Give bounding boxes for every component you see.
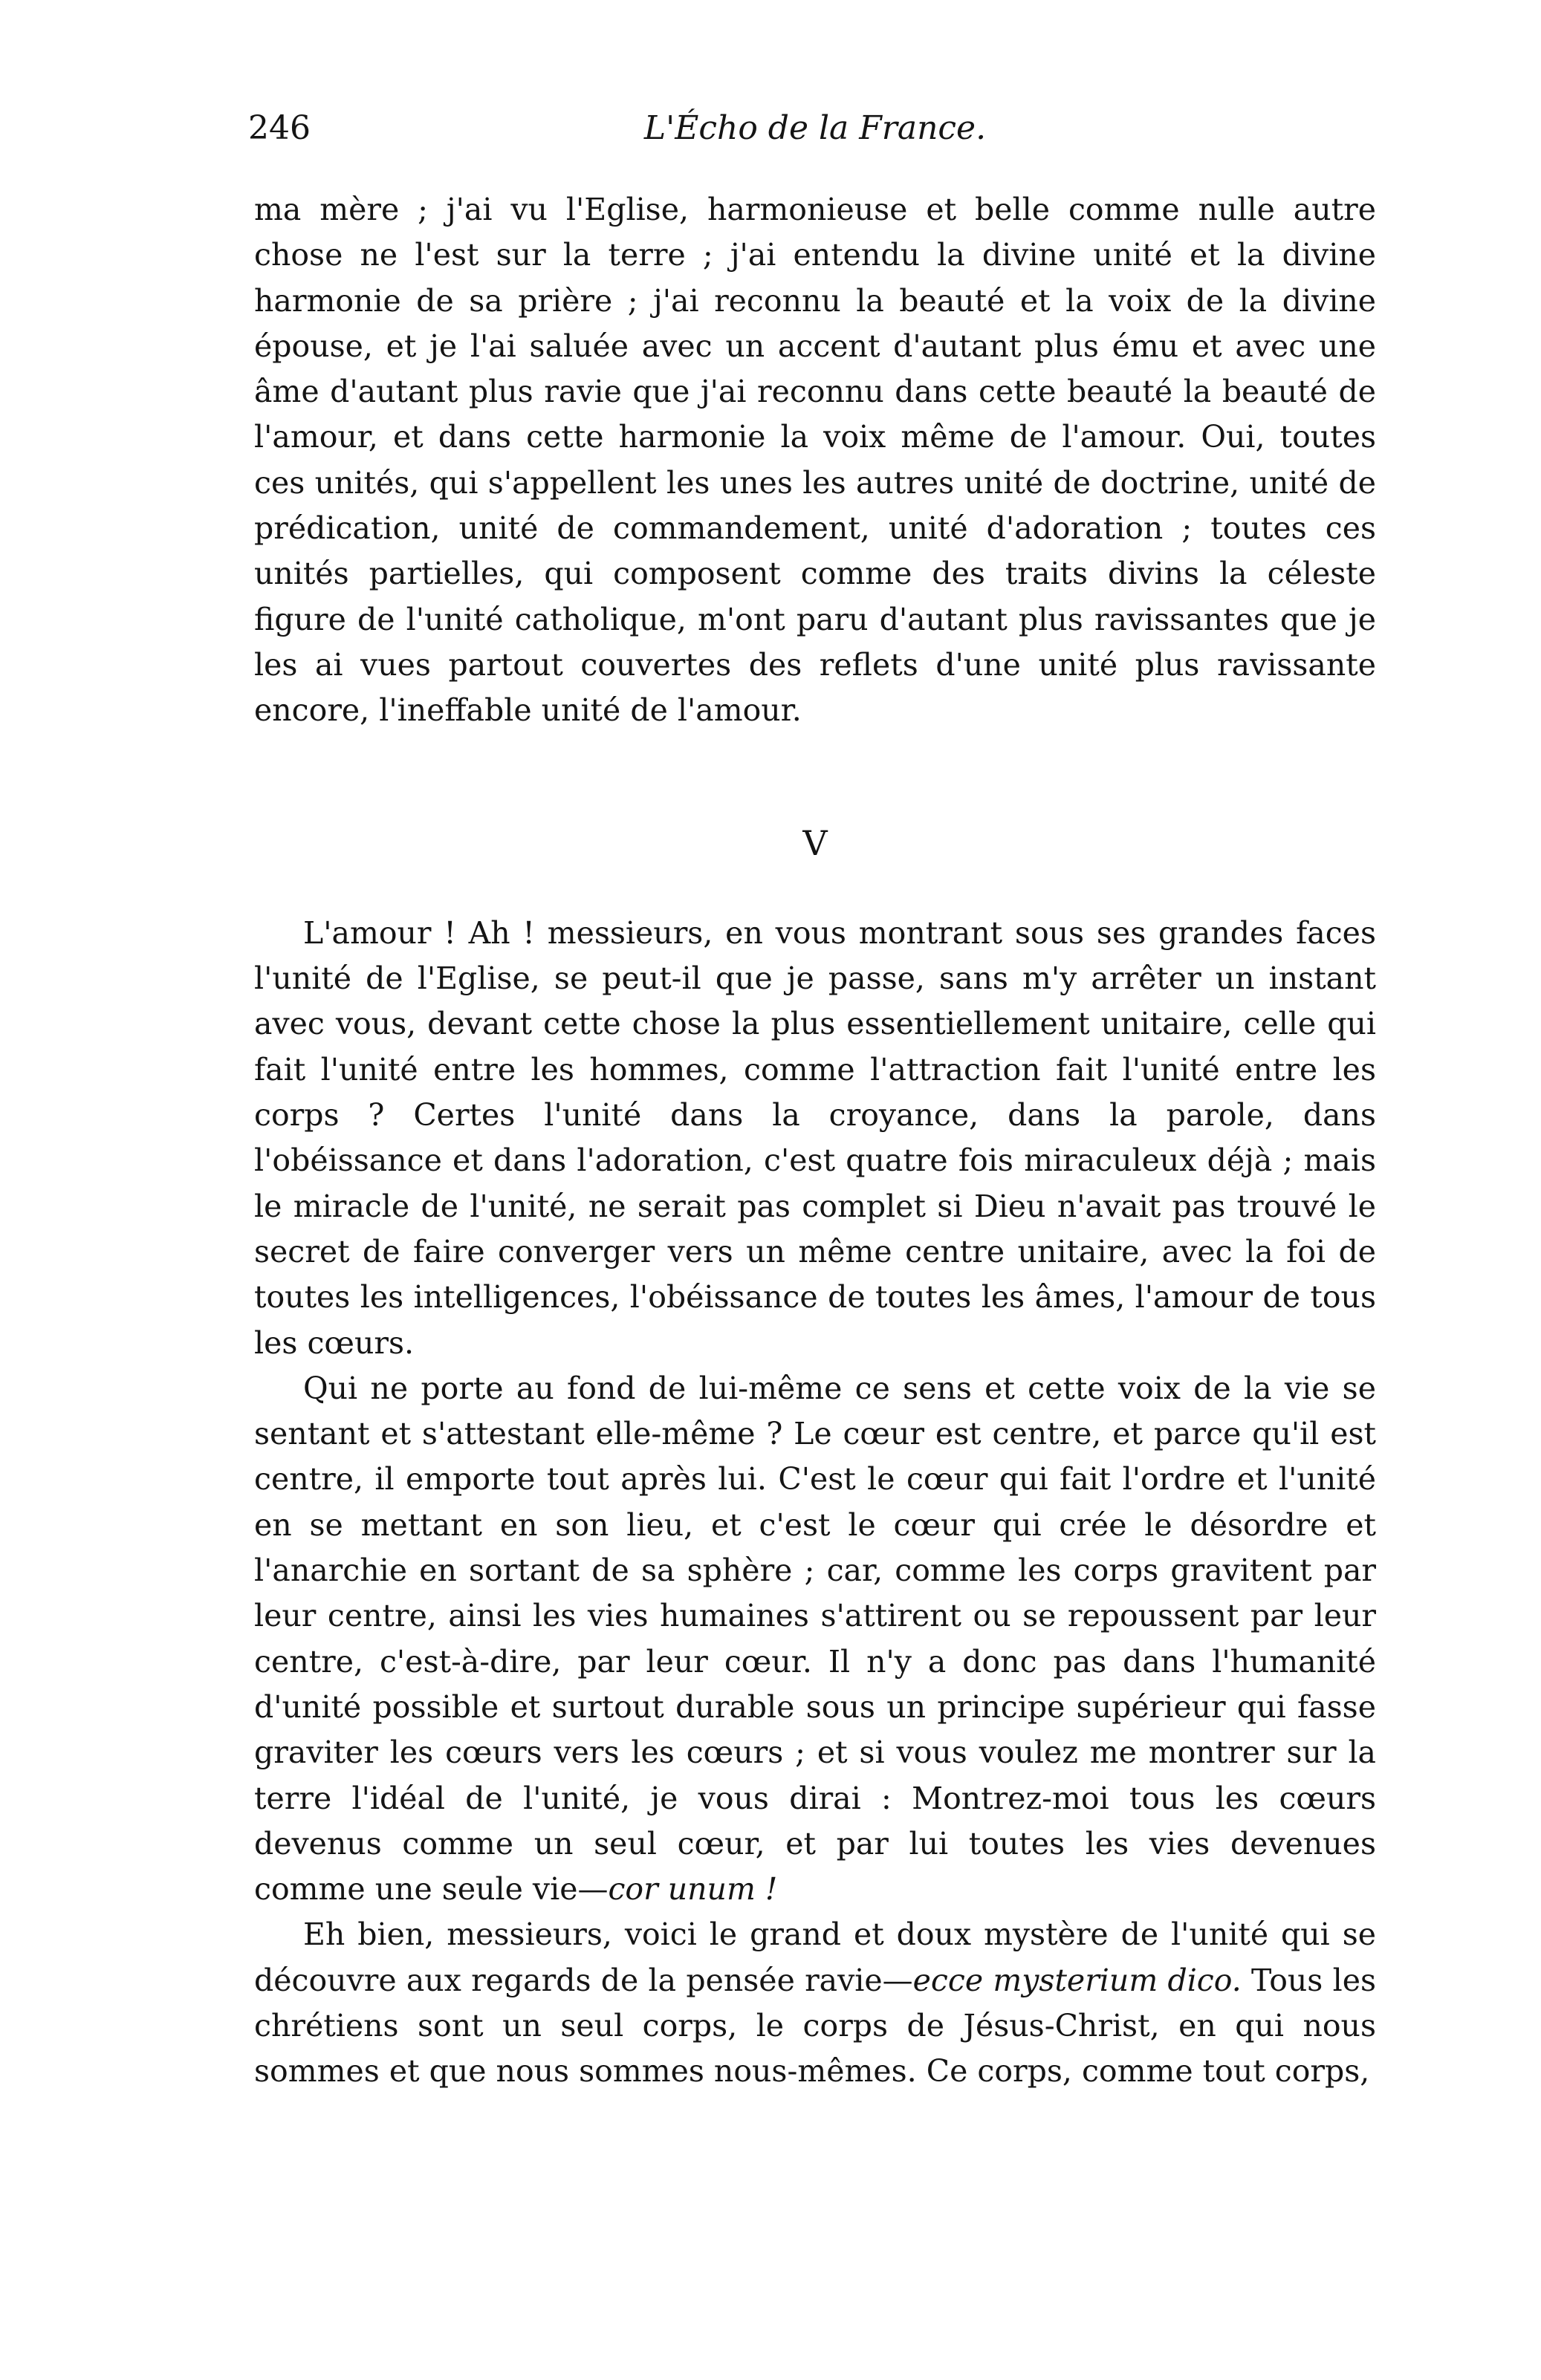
latin-phrase-ecce-mysterium: ecce mysterium dico. [912,1962,1242,1998]
section-heading-v: V [802,822,828,863]
paragraph-text: Qui ne porte au fond de lui-même ce sens et cette voix de la vie se sentant et s'attestant elle-même ? Le cœur est centre, et parce qu'il est centre, il emporte tout après lui. C'est le cœur qui fait l'ordre et l'unité en se mettant en son lieu, et c'est le cœur qui crée le désordre et l'anarchie en sortant de sa sphère ; car, comme les corps gravitent par leur centre, ainsi les vies humaines s'attirent ou se repoussent par leur centre, c'est-à-dire, par leur cœur. Il n'y a donc pas dans l'humanité d'unité possible et surtout durable sous un principe supérieur qui fasse graviter les cœurs vers les cœurs ; et si vous voulez me montrer sur la terre l'idéal de l'unité, je vous dirai : Montrez-moi tous les cœurs devenus comme un seul cœur, et par lui toutes les vies devenues comme une seule vie— [254,1370,1376,1908]
paragraph-eh-bien [254,1912,1376,2094]
running-title: L'Écho de la France. [643,109,987,147]
body-text [254,187,1376,2095]
paragraph-lamour: L'amour ! Ah ! messieurs, en vous montrant sous ses grandes faces l'unité de l'Eglise, se peut-il que je passe, sans m'y arrêter un instant avec vous, devant cette chose la plus essentiellement unitaire, celle qui fait l'unité entre les hommes, comme l'attraction fait l'unité entre les corps ? Certes l'unité dans la croyance, dans la parole, dans l'obéissance et dans l'adoration, c'est quatre fois miraculeux déjà ; mais le miracle de l'unité, ne serait pas complet si Dieu n'avait pas trouvé le secret de faire converger vers un même centre unitaire, avec la foi de toutes les intelligences, l'obéissance de toutes les âmes, l'amour de tous les cœurs. [254,914,1376,1361]
paragraph-qui-ne-porte [254,1366,1376,1913]
page-header [248,103,1382,155]
latin-phrase-cor-unum: cor unum ! [608,1871,778,1908]
intro-paragraph: ma mère ; j'ai vu l'Eglise, harmonieuse et belle comme nulle autre chose ne l'est sur la terre ; j'ai entendu la divine unité et la divine harmonie de sa prière ; j'ai reconnu la beauté et la voix de la divine épouse, et je l'ai saluée avec un accent d'autant plus ému et avec une âme d'autant plus ravie que j'ai reconnu dans cette beauté la beauté de l'amour, et dans cette harmonie la voix même de l'amour. Oui, toutes ces unités, qui s'appellent les unes les autres unité de doctrine, unité de prédication, unité de commandement, unité d'adoration ; toutes ces unités partielles, qui composent comme des traits divins la céleste figure de l'unité catholique, m'ont paru d'autant plus ravissantes que je les ai vues partout couvertes des reflets d'une unité plus ravissante encore, l'ineffable unité de l'amour. [254,192,1376,729]
paragraph-text-end: Tous les chrétiens sont un seul corps, le corps de Jésus-Christ, en qui nous sommes et que nous sommes nous-mêmes. Ce corps, comme tout corps, [254,1962,1377,2090]
paragraph-text-start: Eh bien, messieurs, voici le grand et doux mystère de l'unité qui se découvre aux regards de la pensée ravie— [254,1916,1376,1998]
page-number: 246 [248,109,311,147]
